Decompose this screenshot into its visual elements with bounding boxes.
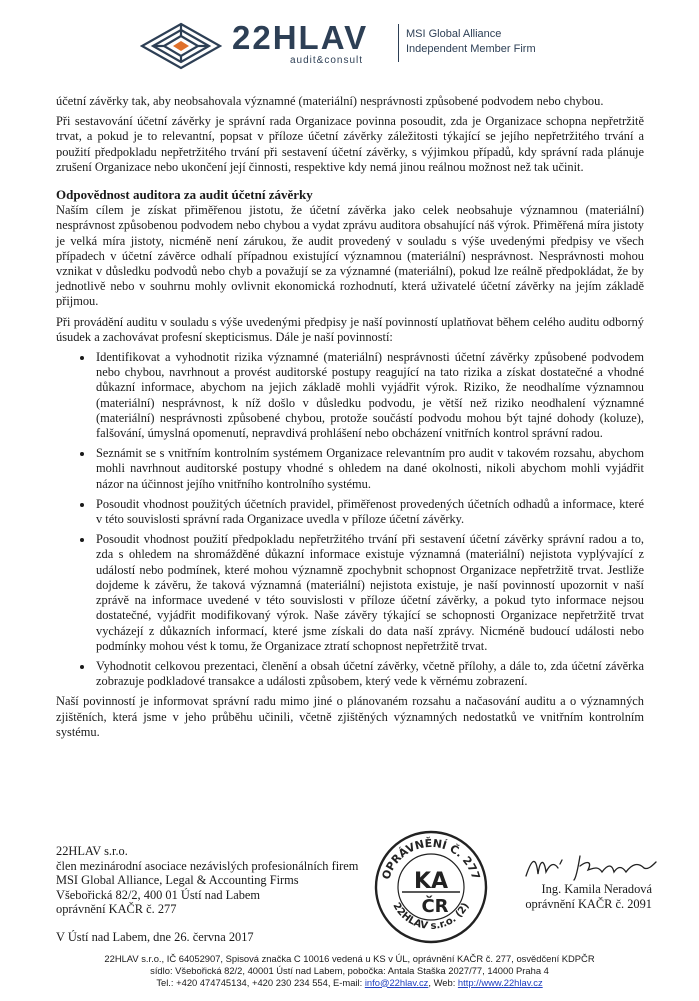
page-footer bbox=[40, 953, 659, 988]
footer-line-2: sídlo: Všebořická 82/2, 40001 Ústí nad Labem, pobočka: Antala Staška 2027/77, 14000 Praha 4 bbox=[150, 964, 549, 976]
brand-name: 22HLAV bbox=[232, 19, 369, 56]
list-item: • Identifikovat a vyhodnotit rizika významné (materiální) nesprávnosti účetní závěrky způsobené podvodem nebo chybou, navrhnout a provést auditorské postupy reagující na tato rizika a získat dostatečné a vhodné důkazní informace, abychom na jejich základě mohli vyjádřit výrok. Riziko, že neodhalíme významnou (materiální) nesprávnost, k níž došlo v důsledku podvodu, je větší než riziko neodhalení významné (materiální) nesprávnosti způsobené chybou, protože součástí podvodu mohou být tajné dohody (koluze), falšování, úmyslná opomenutí, nepravdivá prohlášení nebo obcházení vnitřních kontrol správní radou. bbox=[94, 350, 644, 441]
section-heading: Odpovědnost auditora za audit účetní závěrky bbox=[56, 187, 313, 203]
stamp-bottom-text: 22HLAV s.r.o. (2) bbox=[390, 901, 472, 932]
official-stamp bbox=[372, 828, 490, 946]
footer-web-label: , Web: bbox=[428, 976, 458, 988]
signer-block bbox=[512, 882, 652, 911]
list-item: • Posoudit vhodnost použitých účetních pravidel, přiměřenost provedených účetních odhadů a informace, které v této souvislosti správní rada Organizace uvedla v příloze účetní závěrky. bbox=[94, 497, 644, 527]
paragraph-1: účetní závěrky tak, aby neobsahovala významné (materiální) nesprávnosti způsobené podvodem nebo chybou. bbox=[56, 94, 604, 108]
paragraph-2: Při sestavování účetní závěrky je správní rada Organizace povinna posoudit, zda je Organizace schopna nepřetržitě trvat, a pokud je to relevantní, popsat v příloze účetní závěrky záležitosti týkající se jejího nepřetržitého trvání a použití předpokladu nepřetržitého trvání při sestavení účetní závěrky, s výjimkou případů, kdy správní rada plánuje zrušení Organizace nebo ukončení její činnosti, respektive kdy nemá jinou reálnou možnost než tak učinit. bbox=[56, 114, 644, 174]
company-line: MSI Global Alliance, Legal & Accounting Firms bbox=[56, 873, 299, 888]
letterhead bbox=[140, 18, 560, 76]
email-link[interactable]: info@22hlav.cz bbox=[364, 976, 429, 988]
stamp-center-bottom: ČR bbox=[421, 896, 449, 917]
report-body bbox=[56, 94, 644, 745]
responsibility-list bbox=[56, 350, 644, 689]
company-line: Všebořická 82/2, 400 01 Ústí nad Labem bbox=[56, 887, 261, 902]
footer-line-3 bbox=[40, 977, 659, 989]
alliance-line-2: Independent Member Firm bbox=[406, 43, 536, 55]
company-info bbox=[56, 844, 358, 917]
paragraph-3: Naším cílem je získat přiměřenou jistotu, že účetní závěrka jako celek neobsahuje významnou (materiální) nesprávnost způsobenou podvodem nebo chybou a vydat zprávu auditora obsahující náš výrok. Přiměřená míra jistoty je velká míra jistoty, nicméně není zárukou, že audit provedený v souladu s výše uvedenými předpisy ve všech případech v účetní závěrce odhalí případnou existující významnou (materiální) nesprávnost. Nesprávnosti mohou vznikat v důsledku podvodů nebo chyb a považují se za významné (materiální), pokud lze reálně předpokládat, že by jednotlivě nebo v souhrnu mohly ovlivnit ekonomická rozhodnutí, která uživatelé účetní závěrky na jejím základě přijmou. bbox=[56, 203, 644, 309]
company-line: oprávnění KAČR č. 277 bbox=[56, 902, 177, 917]
signer-name: Ing. Kamila Neradová bbox=[541, 882, 652, 896]
company-line: 22HLAV s.r.o. bbox=[56, 844, 128, 858]
brand-subtitle: audit&consult bbox=[290, 55, 364, 66]
date-line: V Ústí nad Labem, dne 26. června 2017 bbox=[56, 930, 254, 944]
stamp-center-top: KA bbox=[413, 869, 449, 894]
footer-contact: Tel.: +420 474745134, +420 230 234 554, E-mail: bbox=[156, 976, 365, 988]
list-item: • Posoudit vhodnost použití předpokladu nepřetržitého trvání při sestavení účetní závěrky správní radou a to, zda s ohledem na shromážděné důkazní informace existuje významná (materiální) nejistota vyplývající z událostí nebo podmínek, které mohou významně zpochybnit schopnost Organizace nepřetržitě trvat. Jestliže dojdeme k závěru, že taková významná (materiální) nejistota existuje, je naší povinností upozornit v naší zprávě na informace uvedené v této souvislosti v příloze účetní závěrky, a pokud tyto informace nejsou dostatečné, vyjádřit modifikovaný výrok. Naše závěry týkající se schopnosti Organizace nepřetržitě trvat vycházejí z důkazních informací, které jsme získali do data naší zprávy. Nicméně budoucí události nebo podmínky mohou vést k tomu, že Organizace ztratí schopnost nepřetržitě trvat. bbox=[94, 532, 644, 654]
stamp-top-text: OPRÁVNĚNÍ Č. 277 bbox=[379, 836, 483, 882]
paragraph-4: Při provádění auditu v souladu s výše uvedenými předpisy je naší povinností uplatňovat během celého auditu odborný úsudek a zachovávat profesní skepticismus. Dále je naší povinností: bbox=[56, 314, 644, 344]
footer-line-1: 22HLAV s.r.o., IČ 64052907, Spisová značka C 10016 vedená u KS v ÚL, oprávnění KAČR č. 277, osvědčení KDPČR bbox=[104, 953, 595, 964]
signer-license: oprávnění KAČR č. 2091 bbox=[525, 896, 652, 911]
handwritten-signature bbox=[522, 850, 662, 884]
header-divider bbox=[398, 24, 399, 62]
maze-diamond-icon bbox=[140, 22, 222, 70]
alliance-line-1: MSI Global Alliance bbox=[406, 28, 502, 40]
list-item: • Seznámit se s vnitřním kontrolním systémem Organizace relevantním pro audit v takovém rozsahu, abychom mohli navrhnout auditorské postupy vhodné s ohledem na dané okolnosti, nikoli abychom mohli vyjádřit názor na účinnost jejího vnitřního kontrolního systému. bbox=[94, 446, 644, 492]
web-link[interactable]: http://www.22hlav.cz bbox=[457, 976, 543, 988]
paragraph-5: Naší povinností je informovat správní radu mimo jiné o plánovaném rozsahu a načasování auditu a o významných zjištěních, která jsme v jeho průběhu učinili, včetně zjištěných významných nedostatků ve vnitřním kontrolním systému. bbox=[56, 694, 644, 739]
list-item: • Vyhodnotit celkovou prezentaci, členění a obsah účetní závěrky, včetně přílohy, a dále to, zda účetní závěrka zobrazuje podkladové transakce a události způsobem, který vede k věrnému zobrazení. bbox=[94, 659, 644, 689]
company-line: člen mezinárodní asociace nezávislých profesionálních firem bbox=[56, 858, 359, 873]
